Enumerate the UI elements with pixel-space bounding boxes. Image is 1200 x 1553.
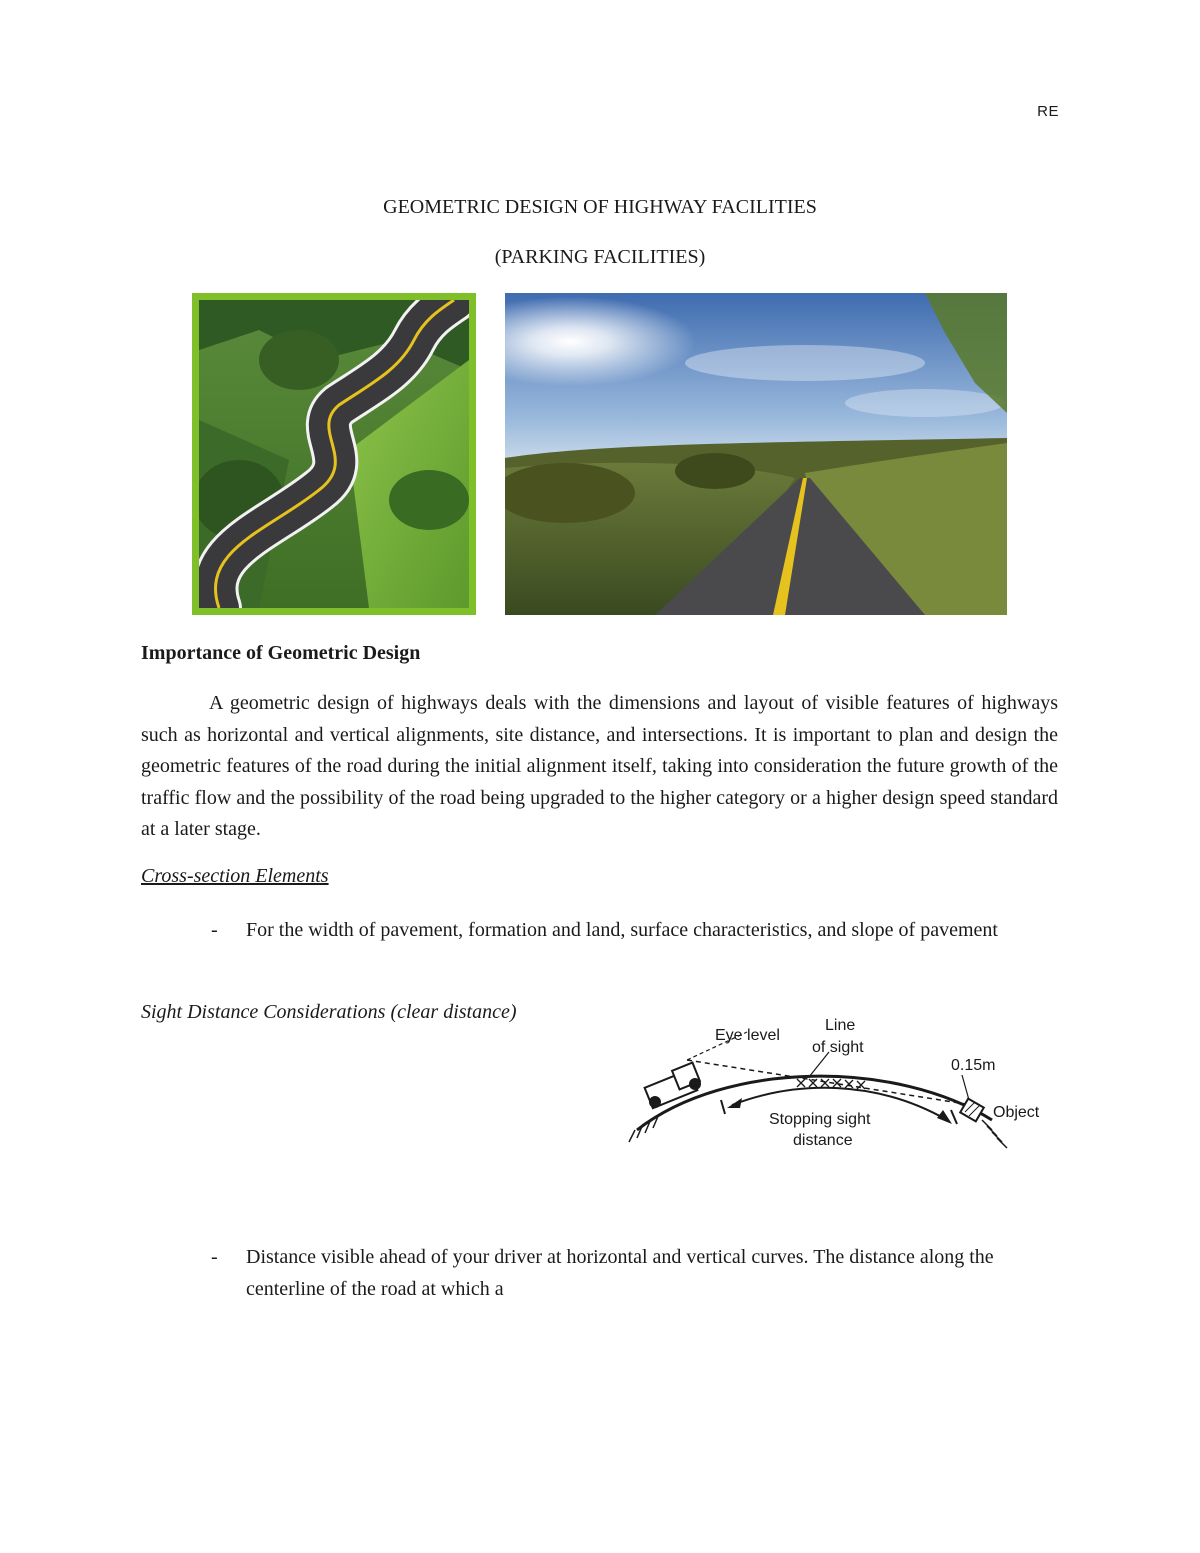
bullet-dash: - [211,919,218,941]
cross-section-heading: Cross-section Elements [141,865,329,887]
sight-distance-diagram [597,980,1089,1180]
diagram-object-label: Object [993,1104,1040,1121]
diagram-line-label-1: Line [825,1017,856,1034]
sight-distance-label: Sight Distance Considerations (clear distance) [141,1001,517,1023]
sight-distance-bullet-text: Distance visible ahead of your driver at horizontal and vertical curves. The distance along the centerline of the road at which a [246,1246,994,1300]
cross-section-bullet [211,914,1059,946]
importance-heading: Importance of Geometric Design [141,642,421,664]
document-title: GEOMETRIC DESIGN OF HIGHWAY FACILITIES [383,196,817,218]
cross-section-bullet-text: For the width of pavement, formation and land, surface characteristics, and slope of pavement [246,919,998,941]
header-mark: RE [1037,103,1059,120]
country-road-photo [505,293,1007,615]
diagram-height-label: 0.15m [951,1057,996,1074]
diagram-line-label-2: of sight [812,1039,864,1056]
importance-paragraph: A geometric design of highways deals with the dimensions and layout of visible features of highways such as horizontal and vertical alignments, site distance, and intersections. It is important to plan and design the geometric features of the road during the initial alignment itself, taking into consideration the future growth of the traffic flow and the possibility of the road being upgraded to the higher category or a higher design speed standard at a later stage. [141,692,1058,841]
document-subtitle: (PARKING FACILITIES) [494,246,706,268]
diagram-eye-level: Eye level [715,1027,780,1044]
diagram-ssd-label-2: distance [793,1132,853,1149]
sight-distance-bullet [211,1241,1059,1305]
bullet-dash: - [211,1246,218,1268]
winding-road-photo [192,293,476,615]
diagram-ssd-label-1: Stopping sight [769,1111,871,1128]
